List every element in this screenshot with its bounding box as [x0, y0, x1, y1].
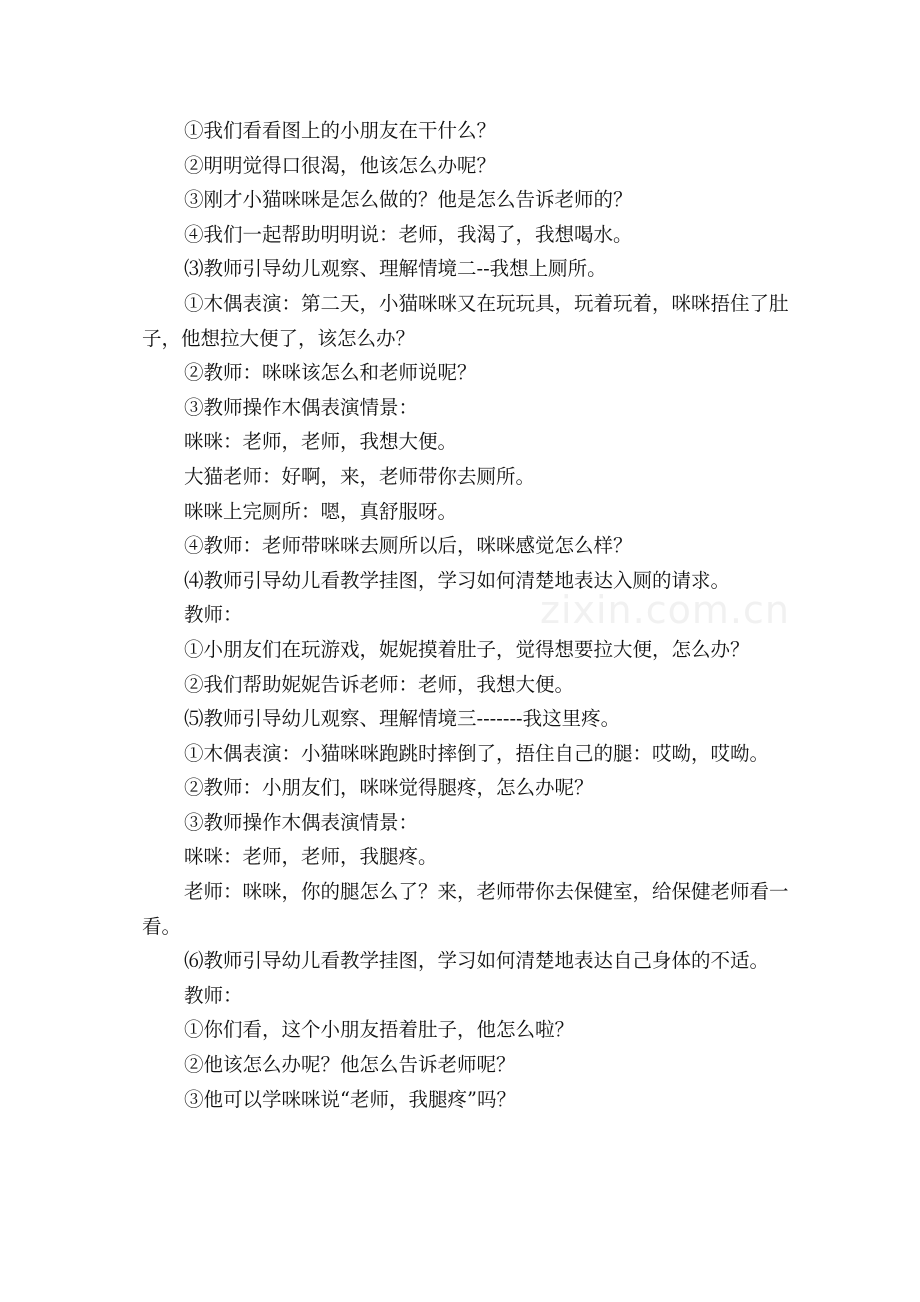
paragraph: 大猫老师：好啊，来，老师带你去厕所。: [184, 464, 536, 488]
paragraph: ③教师操作木偶表演情景：: [184, 395, 419, 419]
paragraph: ①你们看，这个小朋友捂着肚子，他怎么啦？: [184, 1018, 575, 1042]
paragraph: ①我们看看图上的小朋友在干什么？: [184, 119, 497, 142]
paragraph: ⑹教师引导幼儿看教学挂图，学习如何清楚地表达自己身体的不适。: [184, 949, 770, 973]
paragraph: ②明明觉得口很渴，他该怎么办呢？: [184, 153, 497, 177]
paragraph: ②教师：咪咪该怎么和老师说呢？: [184, 361, 477, 385]
watermark: zixin.com.cn: [540, 588, 790, 632]
paragraph: ③他可以学咪咪说“老师，我腿疼”吗？: [184, 1087, 516, 1111]
paragraph: ①木偶表演：小猫咪咪跑跳时摔倒了，捂住自己的腿：哎呦，哎呦。: [184, 741, 770, 765]
paragraph: ③教师操作木偶表演情景：: [184, 810, 419, 834]
paragraph: ③刚才小猫咪咪是怎么做的？他是怎么告诉老师的？: [184, 188, 633, 212]
paragraph: 教师：: [184, 603, 243, 627]
paragraph: ④我们一起帮助明明说：老师，我渴了，我想喝水。: [184, 222, 633, 246]
paragraph: 咪咪：老师，老师，我想大便。: [184, 430, 458, 454]
paragraph: ②我们帮助妮妮告诉老师：老师，我想大便。: [184, 672, 575, 696]
document-body: [142, 114, 792, 1117]
paragraph: 咪咪：老师，老师，我腿疼。: [184, 845, 438, 869]
paragraph: ①小朋友们在玩游戏，妮妮摸着肚子，觉得想要拉大便，怎么办？: [184, 637, 750, 661]
paragraph: 老师：咪咪，你的腿怎么了？来，老师带你去保健室，给保健老师看一看。: [142, 880, 789, 938]
paragraph: ⑶教师引导幼儿观察、理解情境二--我想上厕所。: [184, 257, 607, 281]
paragraph: ④教师：老师带咪咪去厕所以后，咪咪感觉怎么样？: [184, 534, 633, 558]
paragraph: ⑸教师引导幼儿观察、理解情境三-------我这里疼。: [184, 707, 621, 731]
paragraph: ②教师：小朋友们，咪咪觉得腿疼，怎么办呢？: [184, 776, 594, 800]
paragraph: 教师：: [184, 983, 243, 1007]
paragraph: ②他该怎么办呢？他怎么告诉老师呢？: [184, 1053, 516, 1077]
paragraph: ⑷教师引导幼儿看教学挂图，学习如何清楚地表达入厕的请求。: [184, 568, 731, 592]
paragraph: 咪咪上完厕所：嗯，真舒服呀。: [184, 499, 458, 523]
paragraph: ①木偶表演：第二天，小猫咪咪又在玩玩具，玩着玩着，咪咪捂住了肚子，他想拉大便了，该怎么办？: [142, 291, 789, 350]
